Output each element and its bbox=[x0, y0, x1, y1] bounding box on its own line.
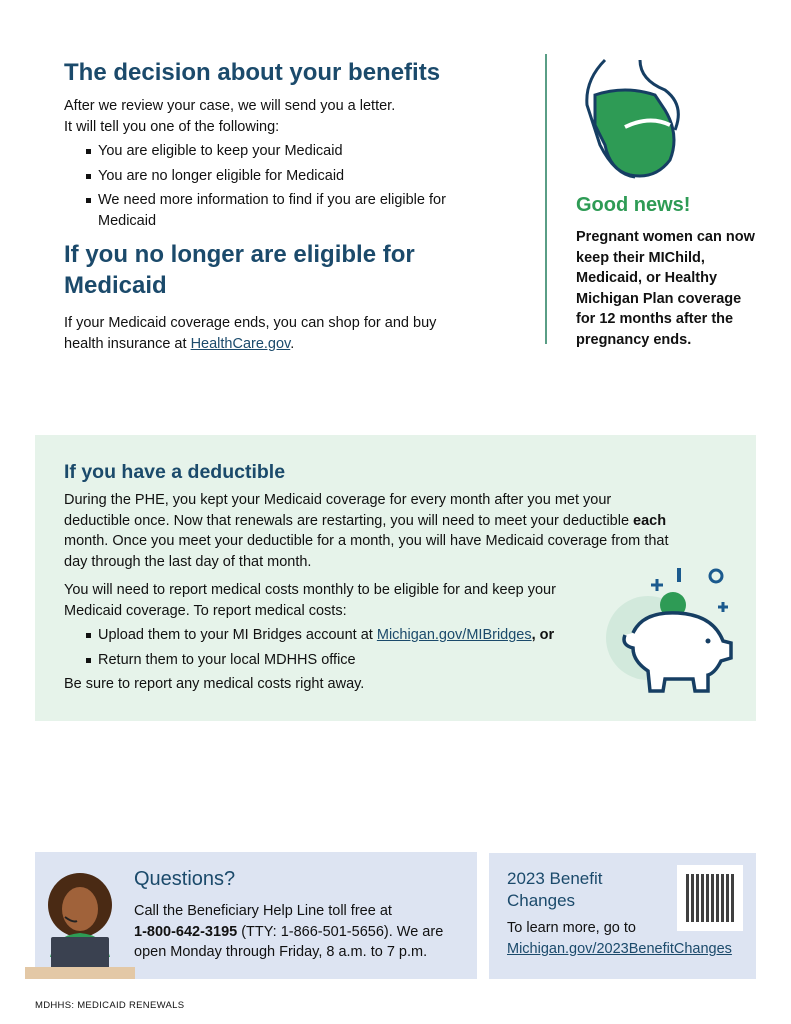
p1-text-end: month. Once you meet your deductible for a month, you will have Medicaid coverage from that day through the last day of that month. bbox=[64, 533, 669, 570]
hours-text: (TTY: 1-866-501-5656). We are open Monday through Friday, 8 a.m. to 7 p.m. bbox=[134, 923, 444, 960]
questions-line2 bbox=[134, 922, 474, 963]
decision-list bbox=[64, 141, 474, 231]
no-longer-text bbox=[64, 313, 464, 354]
list-item: We need more information to find if you are eligible for Medicaid bbox=[88, 190, 474, 231]
pregnant-woman-icon bbox=[575, 55, 690, 185]
p1-bold: each bbox=[633, 512, 667, 529]
piggy-bank-icon bbox=[603, 563, 738, 703]
phone-number[interactable]: 1-800-642-3195 bbox=[134, 923, 238, 940]
deductible-p3: Be sure to report any medical costs right away. bbox=[64, 676, 365, 692]
divider bbox=[545, 54, 547, 344]
benefit-changes-box bbox=[489, 853, 756, 979]
deductible-p2: You will need to report medical costs monthly to be eligible for and keep your Medicaid coverage. To report medical costs: bbox=[64, 582, 556, 619]
p1-text: During the PHE, you kept your Medicaid coverage for every month after you met your deductible once. Now that renewals are restarting, you will need to meet your deductible bbox=[64, 492, 634, 529]
footer-label: MDHHS: MEDICAID RENEWALS bbox=[35, 1000, 185, 1011]
list-item: You are eligible to keep your Medicaid bbox=[88, 141, 474, 162]
questions-title: Questions? bbox=[134, 868, 236, 890]
mibridges-link[interactable]: Michigan.gov/MIBridges bbox=[376, 627, 532, 643]
period: . bbox=[290, 335, 295, 352]
report-list bbox=[64, 625, 674, 670]
no-longer-title: If you no longer are eligible for Medicaid bbox=[64, 241, 415, 299]
item-or: , or bbox=[531, 627, 555, 643]
no-longer-body: If your Medicaid coverage ends, you can shop for and buy health insurance at bbox=[64, 315, 437, 352]
list-item: Return them to your local MDHHS office bbox=[88, 650, 674, 671]
changes-title: 2023 Benefit Changes bbox=[507, 869, 603, 910]
qr-code[interactable] bbox=[677, 865, 743, 931]
decision-section bbox=[64, 58, 474, 354]
benefit-changes-link[interactable]: Michigan.gov/2023BenefitChanges bbox=[507, 941, 732, 957]
list-item bbox=[88, 625, 674, 646]
good-news bbox=[576, 194, 756, 350]
item-text: Upload them to your MI Bridges account at bbox=[98, 627, 377, 643]
deductible-box bbox=[35, 435, 756, 721]
changes-text: To learn more, go to bbox=[507, 920, 636, 936]
good-news-text: Pregnant women can now keep their MIChild, Medicaid, or Healthy Michigan Plan coverage for 12 months after the pregnancy ends. bbox=[576, 229, 755, 348]
qr-code-pattern bbox=[686, 874, 734, 922]
decision-intro-1: After we review your case, we will send you a letter. bbox=[64, 98, 396, 114]
questions-line1: Call the Beneficiary Help Line toll free at bbox=[134, 903, 392, 919]
decision-title: The decision about your benefits bbox=[64, 59, 441, 86]
good-news-title: Good news! bbox=[576, 194, 691, 216]
healthcare-gov-link[interactable]: HealthCare.gov bbox=[190, 335, 291, 352]
deductible-p1 bbox=[64, 490, 674, 572]
list-item: You are no longer eligible for Medicaid bbox=[88, 166, 474, 187]
questions-box bbox=[35, 852, 477, 979]
deductible-title: If you have a deductible bbox=[64, 461, 286, 483]
decision-intro-2: It will tell you one of the following: bbox=[64, 118, 280, 135]
help-line-agent-icon bbox=[25, 867, 135, 982]
